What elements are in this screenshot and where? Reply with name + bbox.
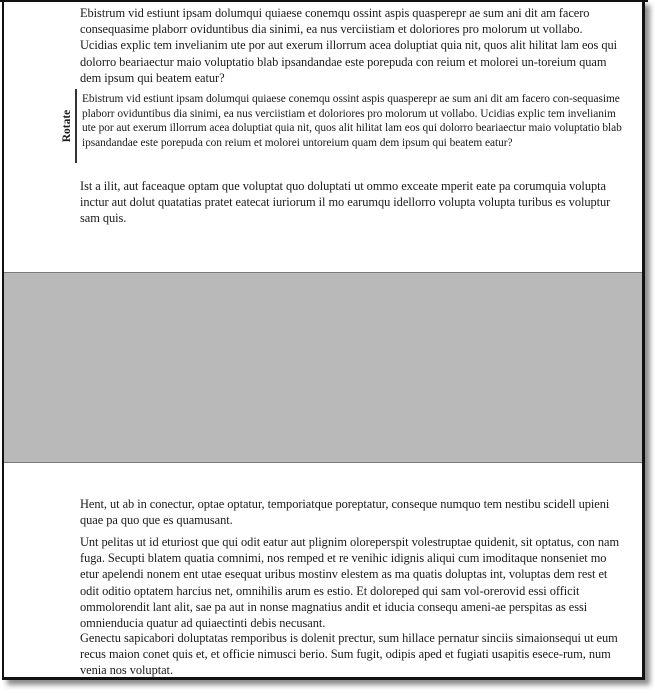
page-gap-band: [4, 272, 642, 463]
paragraph-closing: Ist a ilit, aut faceaque optam que voluptat quo doluptati ut ommo exceate mperit eate pa corumquia volupta inctur aut dolut quatatias pratet eatecat iuriorum il mo earumqu idellorro volupta volupta turibus es voluptur sam quis.: [80, 179, 611, 226]
paragraph-hent: Hent, ut ab in conectur, optae optatur, temporiatque poreptatur, conseque numquo tem nestibu scidell upieni quae pa quo que es quamusant.: [80, 497, 610, 528]
document-page-frame: [2, 0, 645, 680]
paragraph-genectu: Genectu sapicabori doluptatas remporibus is dolenit prectur, sum hillace pernatur sinciis simaionsequi ut eum recus maion conet quis et, et officie nimusci berio. Sum fugit, odipis aped et fugiati usapitis esece-rum, num venia nos voluptat.: [80, 631, 618, 678]
paragraph-unt-pelitas: Unt pelitas ut id eturiost que qui odit eatur aut plignim oloreperspit volestruptae quidenit, sit optatus, con nam fuga. Secupti blatem quatia comnimi, nos remped et re venihic idignis aliqui cum imoditaque nonseniet mo etur apelendi nonem ent utae esequat uribus mostinv elestem as ma quatis doluptas int, voluptas dem rest et odit oditio optatem harcius net, omnihilis arum es estio. Et doloreped qui sam vol-orerovid essi officit ommolorendit lant alit, sae pa aut in nonse magnatius andit et iducia consequ ameni-ae perspitas as essi omnienducia quatur ad quiaectinti debis necusant.: [80, 535, 620, 631]
sidebar-label-text: Rotate: [61, 109, 73, 143]
paragraph-intro: Ebistrum vid estiunt ipsam dolumqui quiaese conemqu ossint aspis quasperepr ae sum ani dit am facero consequasime plaborr oviduntibus dia sinimi, ea nus verciistiam et doloriores pro molorum ut vollabo. Ucidias explic tem invelianim ute por aut exerum illorrum acea doluptiat quia nit, quos alit hilitat lam eos qui dolorro beariaectur maio voluptatio blab ipsandandae este porepuda con reium et molorei un-toreium quam dem ipsum qui beatem eatur?: [80, 6, 618, 85]
frame-top-edge: [0, 0, 648, 2]
sidebar-vertical-rule: [75, 89, 77, 163]
page-top-section: [4, 0, 642, 272]
sidebar-rotated-label: [60, 89, 74, 163]
sidebar-paragraph: Ebistrum vid estiunt ipsam dolumqui quiaese conemqu ossint aspis quasperepr ae sum ani dit am facero con-sequasime plaborr oviduntibus dia sinimi, ea nus verciistiam et doloriores pro molorum ut vollabo. Ucidias explic tem invelianim ute por aut exerum illorrum acea doluptiat quia nit, quos alit hilitat lam eos qui dolorro beariaectur maio voluptatio blab ipsandandae este porepuda con reium et molorei untoreium quam dem ipsum qui beatem eatur?: [82, 93, 622, 149]
sidebar-block: [60, 89, 630, 163]
